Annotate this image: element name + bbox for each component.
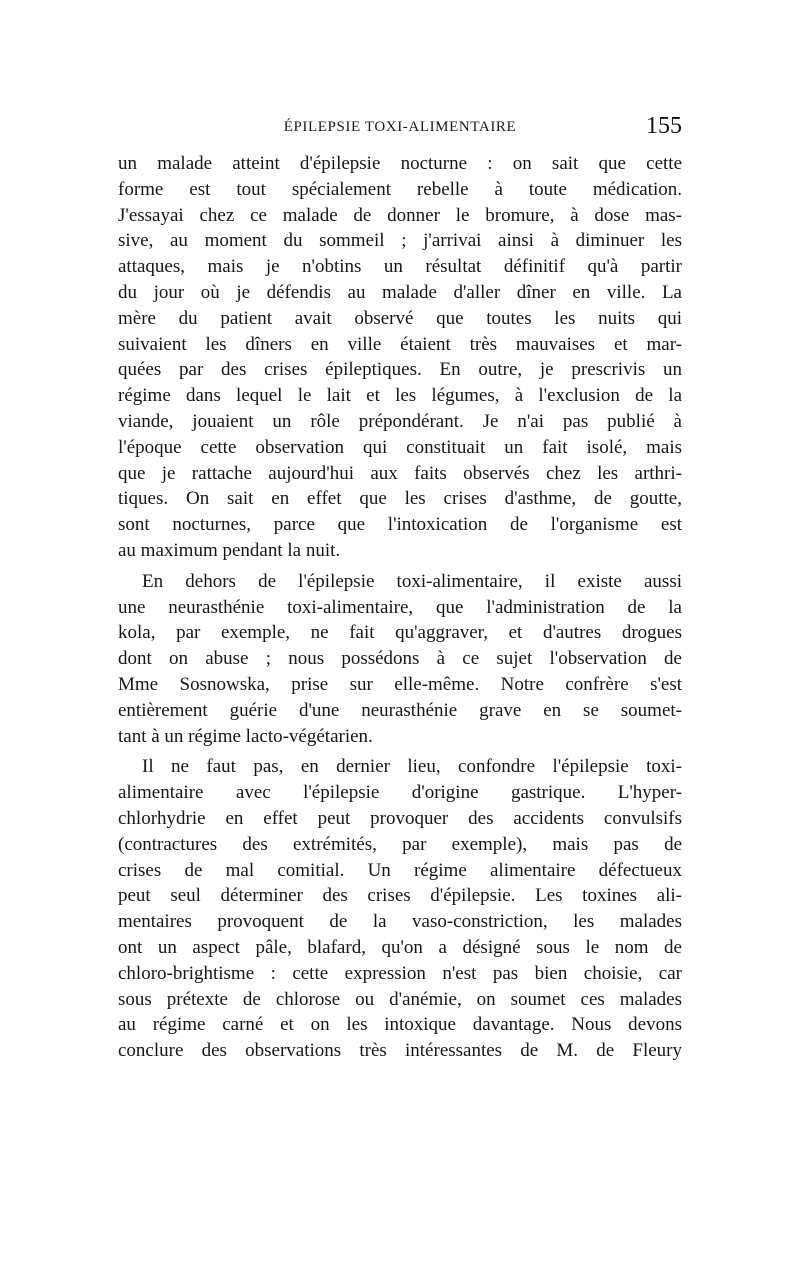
- text-line: alimentaire avec l'épilepsie d'origine gastrique. L'hyper-: [118, 782, 682, 804]
- body-text: [118, 151, 682, 1064]
- text-line: peut seul déterminer des crises d'épilepsie. Les toxines ali-: [118, 885, 682, 907]
- running-head: [118, 113, 682, 143]
- text-line: sive, au moment du sommeil ; j'arrivai ainsi à diminuer les: [118, 230, 682, 252]
- text-line: conclure des observations très intéressantes de M. de Fleury: [118, 1040, 682, 1062]
- text-line: tant à un régime lacto-végétarien.: [118, 725, 373, 747]
- text-line: un malade atteint d'épilepsie nocturne : on sait que cette: [118, 153, 682, 174]
- text-line: que je rattache aujourd'hui aux faits observés chez les arthri-: [118, 462, 682, 484]
- text-line: crises de mal comitial. Un régime alimentaire défectueux: [118, 859, 682, 881]
- text-line: Mme Sosnowska, prise sur elle-même. Notre confrère s'est: [118, 673, 682, 695]
- text-line: chlorhydrie en effet peut provoquer des accidents convulsifs: [118, 807, 682, 829]
- text-line: du jour où je défendis au malade d'aller dîner en ville. La: [118, 281, 682, 303]
- text-line: suivaient les dîners en ville étaient très mauvaises et mar-: [118, 333, 682, 355]
- text-line: (contractures des extrémités, par exemple), mais pas de: [118, 833, 682, 855]
- text-line: Il ne faut pas, en dernier lieu, confondre l'épilepsie toxi-: [142, 756, 682, 778]
- text-line: mentaires provoquent de la vaso-constriction, les malades: [118, 911, 682, 933]
- running-title: ÉPILEPSIE TOXI-ALIMENTAIRE: [283, 119, 517, 135]
- text-line: ont un aspect pâle, blafard, qu'on a désigné sous le nom de: [118, 936, 682, 958]
- text-line: dont on abuse ; nous possédons à ce sujet l'observation de: [118, 648, 682, 670]
- text-line: tiques. On sait en effet que les crises d'asthme, de goutte,: [118, 488, 682, 510]
- text-line: au régime carné et on les intoxique davantage. Nous devons: [118, 1014, 682, 1036]
- text-line: viande, jouaient un rôle prépondérant. Je n'ai pas publié à: [118, 410, 682, 432]
- text-line: au maximum pendant la nuit.: [118, 539, 341, 561]
- paragraph-1: [118, 151, 682, 564]
- paragraph-2: [118, 569, 682, 750]
- text-line: forme est tout spécialement rebelle à toute médication.: [118, 178, 682, 200]
- text-line: sont nocturnes, parce que l'intoxication de l'organisme est: [118, 514, 682, 536]
- paragraph-3: [118, 754, 682, 1064]
- text-line: entièrement guérie d'une neurasthénie grave en se soumet-: [118, 699, 682, 721]
- text-line: En dehors de l'épilepsie toxi-alimentaire, il existe aussi: [142, 570, 682, 592]
- page-number: 155: [646, 113, 682, 139]
- text-line: mère du patient avait observé que toutes les nuits qui: [118, 307, 682, 329]
- text-line: l'époque cette observation qui constituait un fait isolé, mais: [118, 436, 682, 458]
- text-line: kola, par exemple, ne fait qu'aggraver, et d'autres drogues: [118, 622, 682, 644]
- text-line: sous prétexte de chlorose ou d'anémie, on soumet ces malades: [118, 988, 682, 1010]
- text-line: J'essayai chez ce malade de donner le bromure, à dose mas-: [118, 204, 682, 226]
- text-line: quées par des crises épileptiques. En outre, je prescrivis un: [118, 359, 682, 381]
- text-line: attaques, mais je n'obtins un résultat définitif qu'à partir: [118, 256, 682, 278]
- text-line: régime dans lequel le lait et les légumes, à l'exclusion de la: [118, 385, 682, 407]
- text-line: chloro-brightisme : cette expression n'est pas bien choisie, car: [118, 962, 682, 984]
- text-line: une neurasthénie toxi-alimentaire, que l'administration de la: [118, 596, 682, 618]
